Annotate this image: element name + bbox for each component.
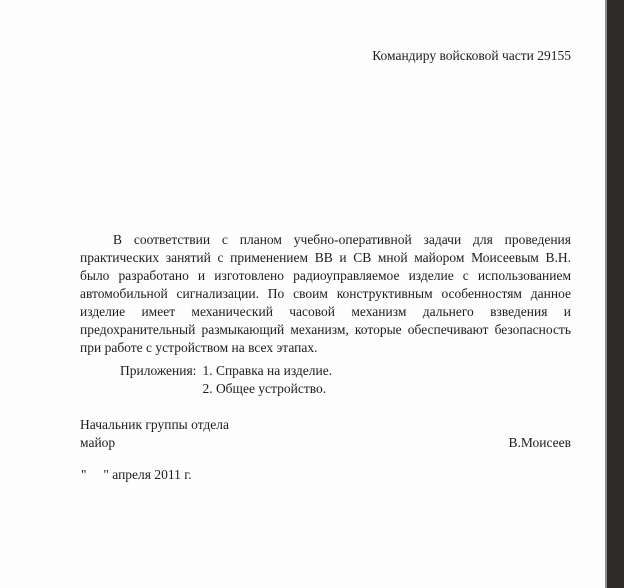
scan-edge-strip — [605, 0, 624, 588]
signature-row — [80, 434, 571, 452]
attachment-item: 2. Общее устройство. — [202, 381, 327, 396]
signature-rank: майор — [80, 435, 116, 450]
signature-block — [80, 416, 571, 452]
recipient-line: Командиру войсковой части 29155 — [372, 48, 571, 63]
date-line: " " апреля 2011 г. — [81, 467, 192, 482]
attachments-list — [202, 362, 332, 398]
signature-name: В.Моисеев — [508, 435, 571, 450]
body-paragraph: В соответствии с планом учебно-оперативной задачи для проведения практических занятий с применением ВВ и СВ мной майором Моисеевым В.Н. было разработано и изготовлено радиоуправляемое изделие с использованием автомобильной сигнализации. По своим конструктивным особенностям данное изделие имеет механический часовой механизм дальнего взведения и предохранительный размыкающий механизм, которые обеспечивают безопасность при работе с устройством на всех этапах. — [80, 232, 571, 355]
attachments-block — [120, 362, 332, 398]
signature-position: Начальник группы отдела — [80, 417, 230, 432]
attachments-label: Приложения: — [120, 363, 197, 378]
attachment-item: 1. Справка на изделие. — [202, 363, 333, 378]
